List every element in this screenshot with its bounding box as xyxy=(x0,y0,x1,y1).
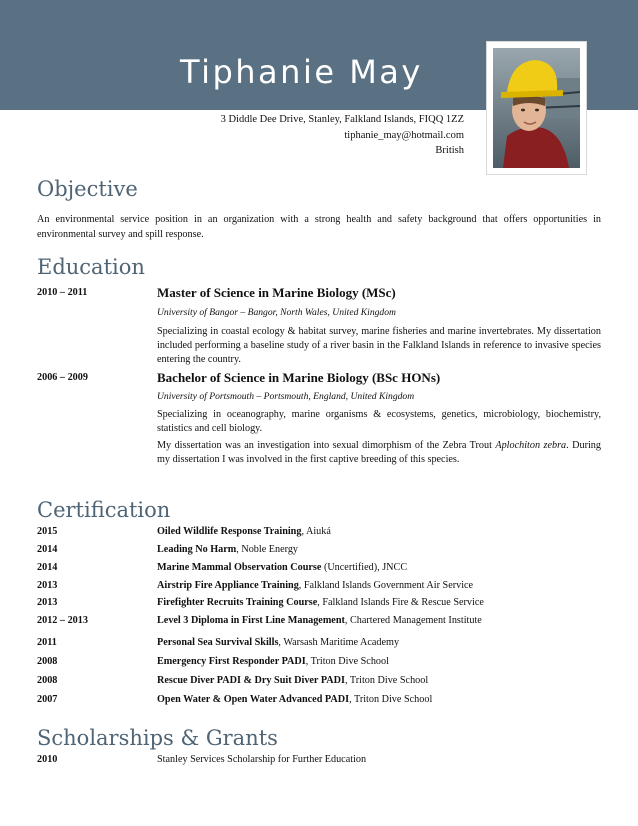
certification-row xyxy=(37,524,607,540)
cert-org: , Warsash Maritime Academy xyxy=(278,637,400,648)
cert-date: 2008 xyxy=(37,656,58,667)
cert-org: , Triton Dive School xyxy=(305,656,389,667)
nationality: British xyxy=(435,145,464,156)
cert-org: , Triton Dive School xyxy=(349,694,433,705)
cert-title: Level 3 Diploma in First Line Management xyxy=(157,615,345,626)
certification-row xyxy=(37,595,607,611)
scholarship-date: 2010 xyxy=(37,754,58,765)
degree-title: Bachelor of Science in Marine Biology (BSc HONs) xyxy=(157,370,441,385)
cert-date: 2012 – 2013 xyxy=(37,615,88,626)
cert-date: 2011 xyxy=(37,637,57,648)
cert-date: 2007 xyxy=(37,694,58,705)
cert-date: 2008 xyxy=(37,675,58,686)
certification-row xyxy=(37,613,607,629)
degree-description: Specializing in coastal ecology & habitat survey, marine fisheries and marine invertebrates. My dissertation included performing a baseline study of a river basin in the Falkland Islands in reference to invasive species entering the country. xyxy=(157,326,601,366)
scholarships-heading: Scholarships & Grants xyxy=(37,726,278,750)
certification-row xyxy=(37,692,607,708)
cert-title: Airstrip Fire Appliance Training xyxy=(157,580,299,591)
cert-date: 2014 xyxy=(37,544,58,555)
cert-title: Emergency First Responder PADI xyxy=(157,656,306,667)
cert-org: , Triton Dive School xyxy=(344,675,429,686)
address: 3 Diddle Dee Drive, Stanley, Falkland Islands, FIQQ 1ZZ xyxy=(220,114,464,125)
education-heading: Education xyxy=(37,255,145,279)
institution: University of Bangor – Bangor, North Wales, United Kingdom xyxy=(157,307,396,318)
cert-org: , Chartered Management Institute xyxy=(344,615,482,626)
objective-heading: Objective xyxy=(37,177,138,201)
cert-title: Oiled Wildlife Response Training xyxy=(157,526,302,537)
cert-date: 2014 xyxy=(37,562,58,573)
cert-org: , Noble Energy xyxy=(236,544,299,555)
portrait-photo-icon xyxy=(493,48,580,168)
candidate-name: Tiphanie May xyxy=(180,53,423,91)
cert-org: , Falkland Islands Fire & Rescue Service xyxy=(317,597,484,608)
cert-title: Personal Sea Survival Skills xyxy=(157,637,279,648)
education-dates: 2010 – 2011 xyxy=(37,287,88,298)
cert-title: Open Water & Open Water Advanced PADI xyxy=(157,694,350,705)
email: tiphanie_may@hotmail.com xyxy=(344,129,464,141)
institution: University of Portsmouth – Portsmouth, England, United Kingdom xyxy=(157,391,415,402)
degree-title: Master of Science in Marine Biology (MSc) xyxy=(157,285,396,300)
objective-text: An environmental service position in an organization with a strong health and safety background that offers opportunities in environmental survey and spill response. xyxy=(37,214,601,240)
certification-row xyxy=(37,654,607,670)
cert-title: Rescue Diver PADI & Dry Suit Diver PADI xyxy=(157,675,345,686)
certification-row xyxy=(37,542,607,558)
dissertation-text-start: My dissertation was an investigation into sexual dimorphism of the Zebra Trout xyxy=(157,440,496,451)
species-name: Aplochiton zebra xyxy=(495,440,567,451)
scholarship-row xyxy=(37,752,607,768)
scholarship-text: Stanley Services Scholarship for Further Education xyxy=(157,754,367,765)
certification-row xyxy=(37,560,607,576)
cert-org: (Uncertified), JNCC xyxy=(321,562,408,573)
cert-org: , Aiuká xyxy=(301,526,331,537)
cert-date: 2013 xyxy=(37,580,58,591)
dissertation-text-end: . During my dissertation I was involved in the first captive breeding of this species. xyxy=(157,440,601,466)
dissertation-description xyxy=(157,439,601,467)
contact-block xyxy=(221,112,464,159)
education-dates: 2006 – 2009 xyxy=(37,372,88,383)
cert-title: Leading No Harm xyxy=(157,544,237,555)
cert-title: Firefighter Recruits Training Course xyxy=(157,597,318,608)
certification-row xyxy=(37,635,607,651)
cert-org: , Falkland Islands Government Air Service xyxy=(298,580,474,591)
certification-row xyxy=(37,578,607,594)
cert-title: Marine Mammal Observation Course xyxy=(157,562,322,573)
degree-description: Specializing in oceanography, marine organisms & ecosystems, genetics, microbiology, biochemistry, statistics and cell biology. xyxy=(157,409,601,435)
certification-heading: Certification xyxy=(37,498,171,522)
cert-date: 2015 xyxy=(37,526,58,537)
cert-date: 2013 xyxy=(37,597,58,608)
photo-frame xyxy=(487,42,586,174)
certification-row xyxy=(37,673,607,689)
